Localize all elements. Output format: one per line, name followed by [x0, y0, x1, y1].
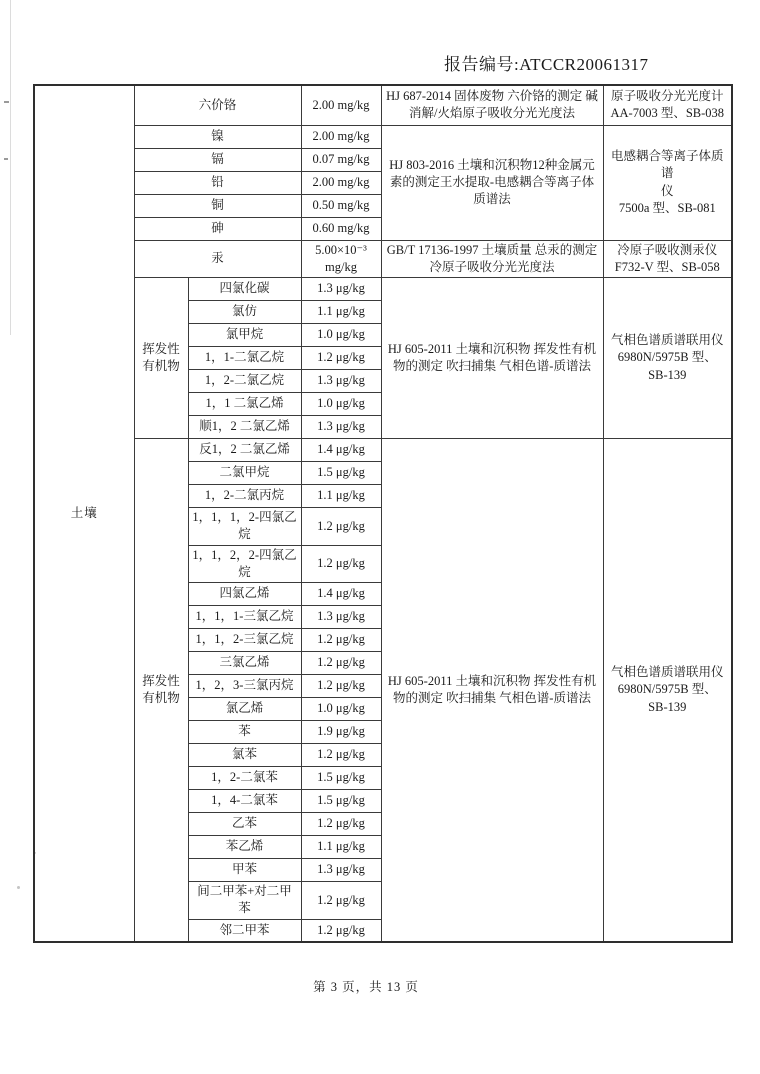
limit-cell: 1.3 μg/kg: [301, 416, 381, 439]
limit-cell: 1.3 μg/kg: [301, 370, 381, 393]
method-cell: HJ 605-2011 土壤和沉积物 挥发性有机物的测定 吹扫捕集 气相色谱-质谱法: [381, 278, 603, 439]
page-number-footer: 第 3 页，共 13 页: [313, 980, 419, 994]
param-cell: 1，1，1-三氯乙烷: [188, 606, 301, 629]
param-cell: 1，1，1，2-四氯乙烷: [188, 508, 301, 546]
param-cell: 铅: [134, 171, 301, 194]
table-row: [34, 278, 732, 301]
param-cell: 1，2-二氯丙烷: [188, 485, 301, 508]
limit-cell: 1.4 μg/kg: [301, 583, 381, 606]
limit-cell: 2.00 mg/kg: [301, 85, 381, 125]
limit-cell: 1.2 μg/kg: [301, 545, 381, 583]
table-row: [34, 439, 732, 462]
param-cell: 氯仿: [188, 301, 301, 324]
param-cell: 三氯乙烯: [188, 652, 301, 675]
method-cell: HJ 803-2016 土壤和沉积物12种金属元素的测定王水提取-电感耦合等离子体质谱法: [381, 125, 603, 240]
param-cell: 邻二甲苯: [188, 919, 301, 942]
instrument-cell: 原子吸收分光光度计 AA-7003 型、SB-038: [603, 85, 732, 125]
limit-cell: 2.00 mg/kg: [301, 125, 381, 148]
param-cell: 1，1，2-三氯乙烷: [188, 629, 301, 652]
param-cell: 乙苯: [188, 813, 301, 836]
param-cell: 1，2，3-三氯丙烷: [188, 675, 301, 698]
param-cell: 四氯乙烯: [188, 583, 301, 606]
limit-cell: 0.07 mg/kg: [301, 148, 381, 171]
param-cell: 顺1，2 二氯乙烯: [188, 416, 301, 439]
param-cell: 四氯化碳: [188, 278, 301, 301]
limit-cell: 1.2 μg/kg: [301, 652, 381, 675]
table-row: [34, 125, 732, 148]
limit-cell: 1.1 μg/kg: [301, 301, 381, 324]
scan-mark: ·: [34, 848, 37, 858]
limit-cell: 0.60 mg/kg: [301, 217, 381, 240]
limit-cell: 1.2 μg/kg: [301, 919, 381, 942]
limit-cell: 1.4 μg/kg: [301, 439, 381, 462]
scan-speck: [4, 158, 8, 160]
limit-cell: 5.00×10⁻³ mg/kg: [301, 240, 381, 278]
param-cell: 二氯甲烷: [188, 462, 301, 485]
param-cell: 氯苯: [188, 744, 301, 767]
limit-cell: 2.00 mg/kg: [301, 171, 381, 194]
method-cell: HJ 605-2011 土壤和沉积物 挥发性有机物的测定 吹扫捕集 气相色谱-质谱法: [381, 439, 603, 943]
instrument-cell: 电感耦合等离子体质谱 仪 7500a 型、SB-081: [603, 125, 732, 240]
limit-cell: 1.2 μg/kg: [301, 744, 381, 767]
category-cell: 挥发性有机物: [134, 278, 188, 439]
limit-cell: 1.5 μg/kg: [301, 767, 381, 790]
method-cell: GB/T 17136-1997 土壤质量 总汞的测定 冷原子吸收分光光度法: [381, 240, 603, 278]
param-cell: 氯甲烷: [188, 324, 301, 347]
scan-mark: [17, 886, 20, 889]
limit-cell: 1.3 μg/kg: [301, 859, 381, 882]
param-cell: 1，4-二氯苯: [188, 790, 301, 813]
table-body: [34, 85, 732, 942]
param-cell: 甲苯: [188, 859, 301, 882]
limit-cell: 1.1 μg/kg: [301, 836, 381, 859]
limit-cell: 0.50 mg/kg: [301, 194, 381, 217]
limit-cell: 1.5 μg/kg: [301, 790, 381, 813]
param-cell: 六价铬: [134, 85, 301, 125]
report-number: 报告编号:ATCCR20061317: [444, 55, 649, 74]
table-row: [34, 85, 732, 125]
param-cell: 1，1-二氯乙烷: [188, 347, 301, 370]
param-cell: 1，1，2，2-四氯乙烷: [188, 545, 301, 583]
limit-cell: 1.3 μg/kg: [301, 606, 381, 629]
limit-cell: 1.2 μg/kg: [301, 882, 381, 920]
limit-cell: 1.2 μg/kg: [301, 508, 381, 546]
param-cell: 反1，2 二氯乙烯: [188, 439, 301, 462]
param-cell: 氯乙烯: [188, 698, 301, 721]
param-cell: 铜: [134, 194, 301, 217]
param-cell: 镉: [134, 148, 301, 171]
param-cell: 镍: [134, 125, 301, 148]
method-cell: HJ 687-2014 固体废物 六价铬的测定 碱消解/火焰原子吸收分光光度法: [381, 85, 603, 125]
scan-speck: [4, 101, 9, 103]
param-cell: 砷: [134, 217, 301, 240]
analysis-methods-table: [33, 84, 733, 943]
param-cell: 汞: [134, 240, 301, 278]
sample-type-cell: 土壤: [34, 85, 134, 942]
instrument-cell: 冷原子吸收测汞仪 F732-V 型、SB-058: [603, 240, 732, 278]
limit-cell: 1.0 μg/kg: [301, 324, 381, 347]
param-cell: 1，1 二氯乙烯: [188, 393, 301, 416]
param-cell: 苯: [188, 721, 301, 744]
table-row: [34, 240, 732, 278]
category-cell: 挥发性有机物: [134, 439, 188, 943]
param-cell: 1，2-二氯乙烷: [188, 370, 301, 393]
instrument-cell: 气相色谱质谱联用仪 6980N/5975B 型、 SB-139: [603, 278, 732, 439]
instrument-cell: 气相色谱质谱联用仪 6980N/5975B 型、 SB-139: [603, 439, 732, 943]
limit-cell: 1.2 μg/kg: [301, 675, 381, 698]
limit-cell: 1.9 μg/kg: [301, 721, 381, 744]
param-cell: 间二甲苯+对二甲苯: [188, 882, 301, 920]
limit-cell: 1.2 μg/kg: [301, 629, 381, 652]
limit-cell: 1.0 μg/kg: [301, 698, 381, 721]
limit-cell: 1.5 μg/kg: [301, 462, 381, 485]
limit-cell: 1.0 μg/kg: [301, 393, 381, 416]
limit-cell: 1.2 μg/kg: [301, 347, 381, 370]
limit-cell: 1.3 μg/kg: [301, 278, 381, 301]
param-cell: 苯乙烯: [188, 836, 301, 859]
limit-cell: 1.1 μg/kg: [301, 485, 381, 508]
param-cell: 1，2-二氯苯: [188, 767, 301, 790]
limit-cell: 1.2 μg/kg: [301, 813, 381, 836]
scan-edge-artifact: [10, 0, 11, 335]
